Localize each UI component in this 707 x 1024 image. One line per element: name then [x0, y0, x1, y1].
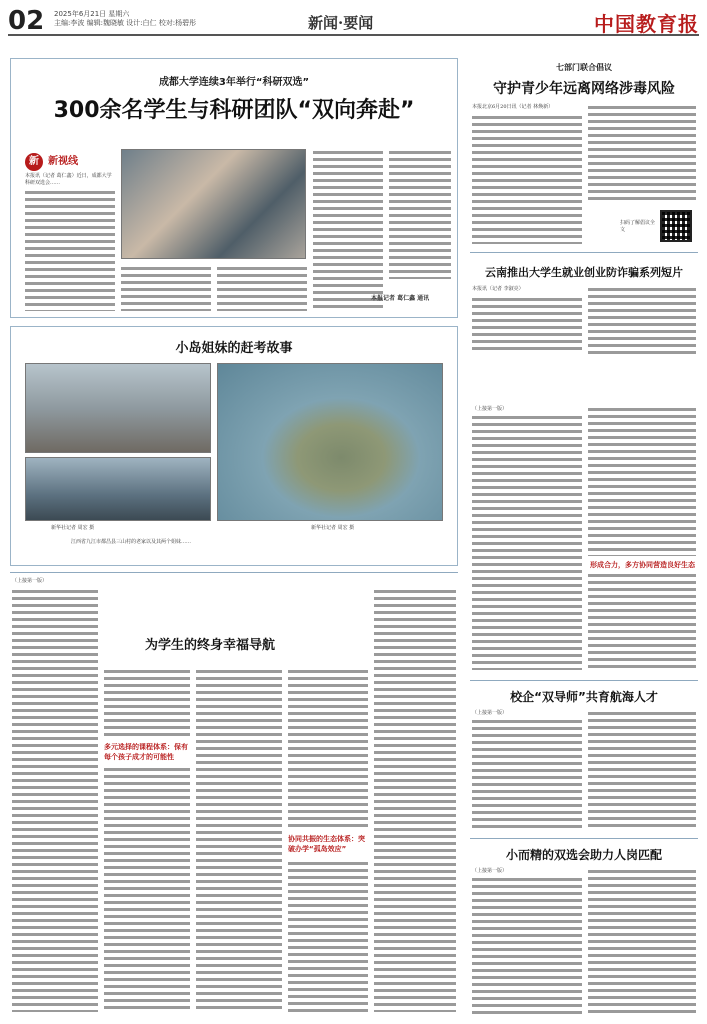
- lead-kicker: 成都大学连续3年举行“科研双选”: [158, 77, 310, 88]
- photo-left-top: [25, 363, 211, 453]
- right-mid-byline: 本报讯（记者 李淑亮）: [472, 286, 524, 292]
- divider: [470, 252, 698, 253]
- divider: [470, 680, 698, 681]
- bottom-left-kicker: （上接第一版）: [12, 578, 48, 584]
- rb1-col-1: [472, 718, 582, 828]
- rb1-col-2: [588, 710, 696, 828]
- bl-col-4b: [288, 860, 368, 1012]
- newspaper-logo: 中国教育报: [594, 12, 699, 36]
- editors-line: 主编:李波 编辑:魏晓敏 设计:白仁 校对:杨碧彤: [54, 19, 197, 27]
- right-bottom-story-1: [470, 684, 698, 834]
- photo-story-headline: 小岛姐妹的赶考故事: [175, 341, 293, 356]
- right-mid-col-1: [472, 296, 582, 354]
- new-badge-icon: 新: [25, 153, 43, 171]
- lead-col-5: [389, 149, 451, 279]
- bl-col-4: [288, 668, 368, 828]
- rb2-col-1: [472, 876, 582, 1016]
- bottom-left-headline: 为学生的终身幸福导航: [144, 638, 275, 653]
- bottom-left-story: [10, 578, 458, 1018]
- lead-column-tag-label: 新视线: [48, 156, 79, 167]
- right-mid-headline: 云南推出大学生就业创业防诈骗系列短片: [485, 266, 683, 279]
- photo-credit-left: 新华社记者 周宏 摄: [51, 525, 95, 531]
- lead-story: [10, 58, 458, 318]
- lead-headline: 300余名学生与科研团队“双向奔赴”: [53, 98, 415, 123]
- right-top-kicker: 七部门联合倡议: [556, 63, 612, 72]
- bl-col-2: [104, 668, 190, 738]
- lead-col-2: [121, 265, 211, 311]
- qr-code-icon[interactable]: [660, 210, 692, 242]
- lead-col-3: [217, 265, 307, 311]
- right-top-byline: 本报北京6月20日讯（记者 林焕新）: [472, 104, 554, 110]
- qr-caption: 扫码了解倡议全文: [620, 220, 656, 233]
- bl-col-1: [12, 588, 98, 1012]
- rb2-col-2: [588, 868, 696, 1016]
- bl-col-2b: [104, 766, 190, 1012]
- page-header: [8, 6, 699, 36]
- bottom-left-subhead-2: 协同共振的生态体系：突破办学“孤岛效应”: [288, 835, 365, 853]
- right-cont-col-1: [472, 414, 582, 670]
- photo-left-bottom: [25, 457, 211, 521]
- section-title: 新闻·要闻: [308, 14, 374, 32]
- right-bottom-1-headline: 校企“双导师”共育航海人才: [510, 690, 658, 704]
- bl-col-3: [196, 668, 282, 1012]
- right-mid-story: [470, 258, 698, 398]
- lead-author-line: 本报记者 葛仁鑫 通讯: [371, 295, 430, 302]
- photo-island-aerial: [217, 363, 443, 521]
- lead-column-tag: [25, 149, 78, 171]
- right-bottom-1-kicker: （上接第一版）: [472, 710, 508, 716]
- right-top-col-2: [588, 104, 696, 204]
- right-continuation-subhead: 形成合力，多方协同营造良好生态: [590, 561, 695, 569]
- right-continuation-kicker: （上接第一版）: [472, 406, 508, 412]
- right-cont-col-2: [588, 406, 696, 556]
- right-top-story: [470, 58, 698, 248]
- lead-byline: 本报讯（记者 葛仁鑫）近日，成都大学科研双选会……: [25, 173, 112, 186]
- lead-photo: [121, 149, 306, 259]
- right-continuation: [470, 404, 698, 674]
- bottom-left-subhead-1: 多元选择的课程体系：保有每个孩子成才的可能性: [104, 743, 188, 761]
- right-top-headline: 守护青少年远离网络涉毒风险: [493, 81, 675, 97]
- photo-story: [10, 326, 458, 566]
- right-bottom-story-2: [470, 842, 698, 1020]
- divider: [10, 572, 458, 573]
- photo-caption: 江西省九江市都昌县三山村的老家以及其两个姐妹……: [71, 539, 192, 545]
- lead-col-4: [313, 149, 383, 311]
- photo-credit-right: 新华社记者 周宏 摄: [311, 525, 355, 531]
- right-top-col-1: [472, 114, 582, 244]
- page-number: 02: [8, 6, 45, 36]
- right-mid-col-2: [588, 286, 696, 354]
- divider: [470, 838, 698, 839]
- bl-col-5: [374, 588, 456, 1012]
- date-line: 2025年6月21日 星期六: [54, 10, 130, 18]
- right-bottom-2-headline: 小而精的双选会助力人岗匹配: [505, 848, 662, 862]
- date-editors-line: [54, 10, 274, 28]
- lead-col-1: [25, 189, 115, 311]
- right-cont-col-3: [588, 572, 696, 670]
- right-bottom-2-kicker: （上接第一版）: [472, 868, 508, 874]
